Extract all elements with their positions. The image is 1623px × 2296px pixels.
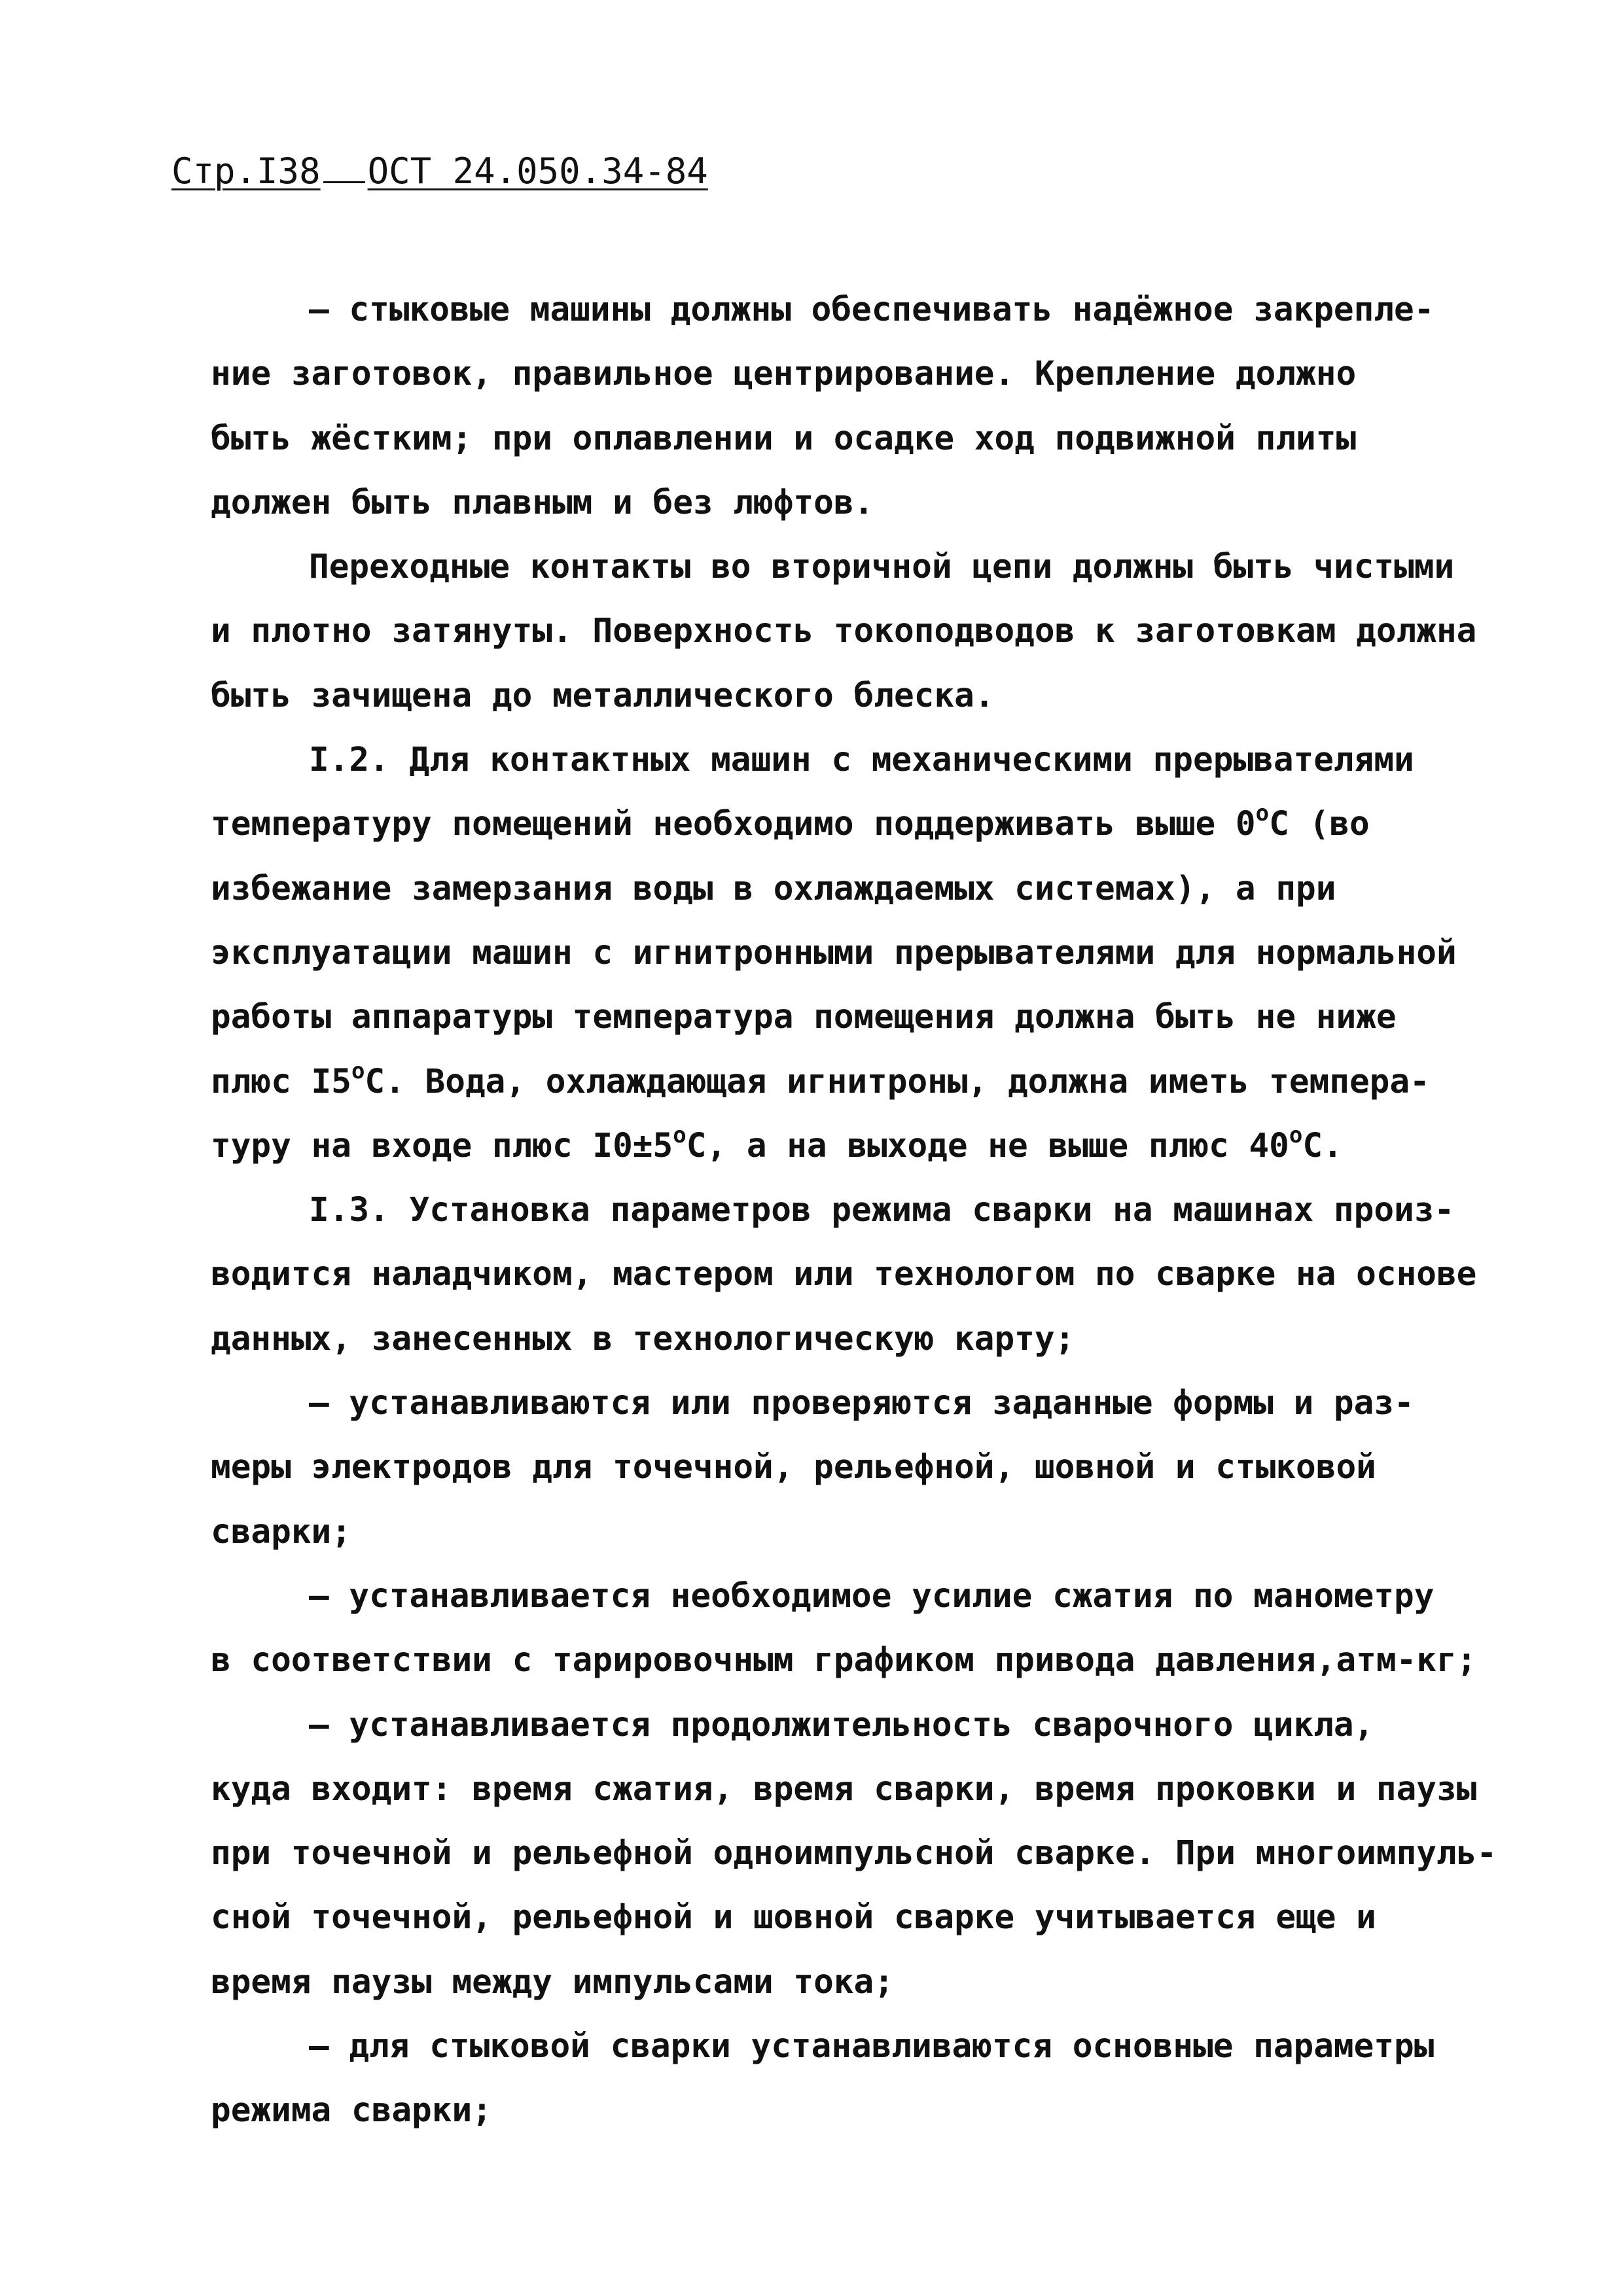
text-line: работы аппаратуры температура помещения должна быть не ниже: [211, 998, 1397, 1037]
degree-sign: o: [351, 1057, 365, 1084]
text-line: температуру помещений необходимо поддерживать выше 0$^o$С (во: [211, 800, 1370, 844]
text-line: при точечной и рельефной одноимпульсной сварке. При многоимпуль-: [211, 1834, 1497, 1873]
text-line: плюс I5$^o$С. Вода, охлаждающая игнитроны, должна иметь темпера-: [211, 1057, 1430, 1101]
header-gap-rule: [323, 181, 365, 183]
degree-sign: o: [673, 1122, 687, 1148]
text-line: I.3. Установка параметров режима сварки на машинах произ-: [309, 1191, 1455, 1230]
text-line: ние заготовок, правильное центрирование. Крепление должно: [211, 355, 1357, 394]
text-line: быть зачищена до металлического блеска.: [211, 676, 995, 715]
text-line: режима сварки;: [211, 2091, 492, 2130]
text-line: I.2. Для контактных машин с механическими прерывателями: [309, 741, 1414, 780]
text-line: – устанавливаются или проверяются заданные формы и раз-: [309, 1384, 1414, 1423]
text-line: быть жёстким; при оплавлении и осадке ход подвижной плиты: [211, 419, 1357, 458]
text-line: сной точечной, рельефной и шовной сварке учитывается еще и: [211, 1898, 1376, 1937]
text-line: и плотно затянуты. Поверхность токоподводов к заготовкам должна: [211, 612, 1477, 651]
document-body: [211, 278, 1507, 2144]
text-line: – для стыковой сварки устанавливаются основные параметры: [309, 2027, 1435, 2066]
text-line: – устанавливается необходимое усилие сжатия по манометру: [309, 1576, 1435, 1616]
text-line: туру на входе плюс $I0\pm 5^oС$, а на выходе не выше плюс 40$^o$С.: [211, 1122, 1343, 1165]
text-line: в соответствии с тарировочным графиком привода давления,атм-кг;: [211, 1641, 1477, 1680]
page-number: Стр.I38: [171, 150, 321, 192]
text-line: – устанавливается продолжительность сварочного цикла,: [309, 1705, 1374, 1744]
page-header: [171, 152, 708, 191]
text-line: данных, занесенных в технологическую карту;: [211, 1319, 1075, 1358]
text-line: куда входит: время сжатия, время сварки, время проковки и паузы: [211, 1769, 1477, 1809]
text-line: – стыковые машины должны обеспечивать надёжное закрепле-: [309, 291, 1435, 329]
text-line: меры электродов для точечной, рельефной, шовной и стыковой: [211, 1448, 1376, 1487]
text-line: Переходные контакты во вторичной цепи должны быть чистыми: [309, 548, 1455, 587]
text-line: эксплуатации машин с игнитронными прерывателями для нормальной: [211, 933, 1457, 972]
degree-sign: o: [1255, 800, 1270, 827]
text-line: время паузы между импульсами тока;: [211, 1962, 894, 2002]
degree-sign: o: [1289, 1122, 1303, 1148]
text-line: избежание замерзания воды в охлаждаемых системах), а при: [211, 869, 1336, 908]
text-line: должен быть плавным и без люфтов.: [211, 483, 874, 522]
text-line: сварки;: [211, 1512, 351, 1551]
standard-code: ОСТ 24.050.34-84: [367, 150, 708, 192]
text-line: водится наладчиком, мастером или технологом по сварке на основе: [211, 1255, 1477, 1294]
